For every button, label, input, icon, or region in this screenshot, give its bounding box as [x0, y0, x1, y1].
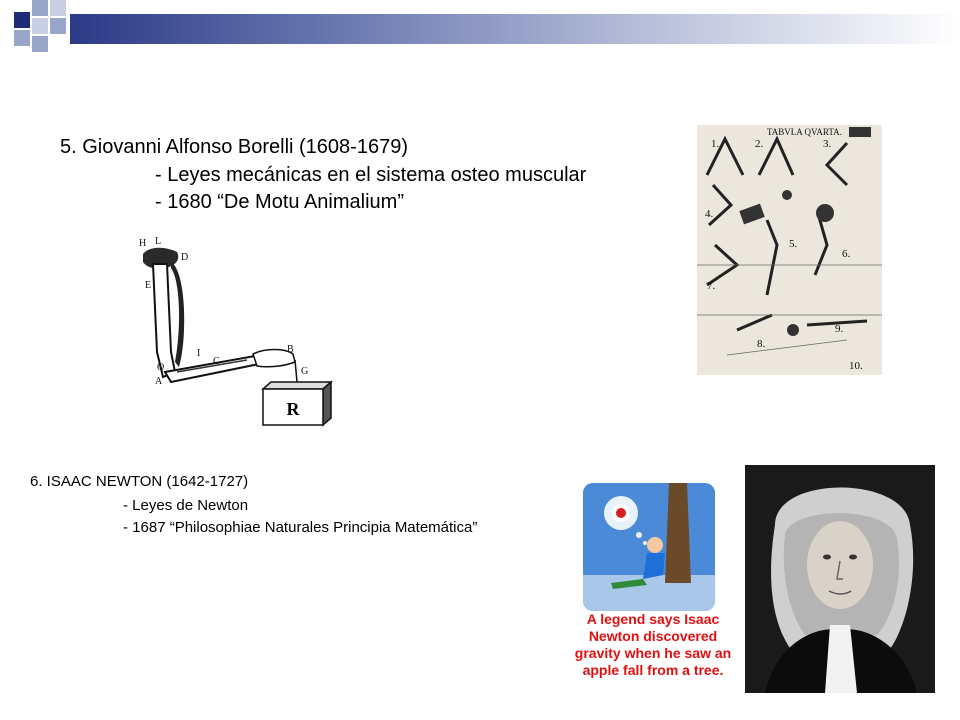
header-gradient-band — [70, 14, 960, 44]
header-square-pale — [50, 0, 66, 16]
plate-number: 2. — [755, 138, 764, 150]
plate-number: 5. — [789, 238, 798, 250]
newton-point-1: - Leyes de Newton — [123, 497, 249, 514]
arm-letter: D — [181, 252, 189, 263]
header-square-light — [32, 0, 48, 16]
arm-letter: A — [155, 376, 163, 387]
header-square-pale — [32, 18, 48, 34]
plate-number: 9. — [835, 323, 844, 335]
borelli-point-2: - 1680 “De Motu Animalium” — [155, 191, 404, 213]
arm-letter: C — [213, 356, 220, 367]
arm-letter: I — [197, 348, 201, 359]
weight-label: R — [286, 399, 300, 419]
newton-point-2: - 1687 “Philosophiae Naturales Principia Matemática” — [123, 519, 478, 536]
plate-number: 10. — [849, 360, 863, 372]
arm-letter: O — [157, 362, 165, 373]
borelli-title: 5. Giovanni Alfonso Borelli (1608-1679) — [60, 136, 408, 158]
header-square-light — [32, 36, 48, 52]
newton-title: 6. ISAAC NEWTON (1642-1727) — [30, 473, 249, 490]
plate-header: TABVLA QVARTA. — [767, 127, 842, 137]
plate-number: 7. — [707, 280, 716, 292]
header-square-light — [14, 30, 30, 46]
arm-letter: G — [301, 366, 309, 377]
plate-number: 8. — [757, 338, 766, 350]
plate-number: 4. — [705, 208, 714, 220]
borelli-point-1: - Leyes mecánicas en el sistema osteo muscular — [155, 164, 587, 186]
arm-letter: L — [155, 236, 162, 247]
arm-lever-illustration — [135, 232, 350, 427]
cartoon-caption: A legend says Isaac Newton discovered gravity when he saw an apple fall from a tree. — [574, 611, 732, 678]
plate-number: 3. — [823, 138, 832, 150]
arm-letter: E — [145, 280, 152, 291]
plate-number: 1. — [711, 138, 720, 150]
header-square-dark — [14, 12, 30, 28]
header-square-light — [50, 18, 66, 34]
newton-portrait — [745, 465, 935, 693]
newton-apple-cartoon — [583, 483, 715, 611]
arm-letter: B — [287, 344, 294, 355]
arm-letter: H — [139, 238, 147, 249]
plate-number: 6. — [842, 248, 851, 260]
tabula-quarta-plate — [697, 125, 882, 375]
